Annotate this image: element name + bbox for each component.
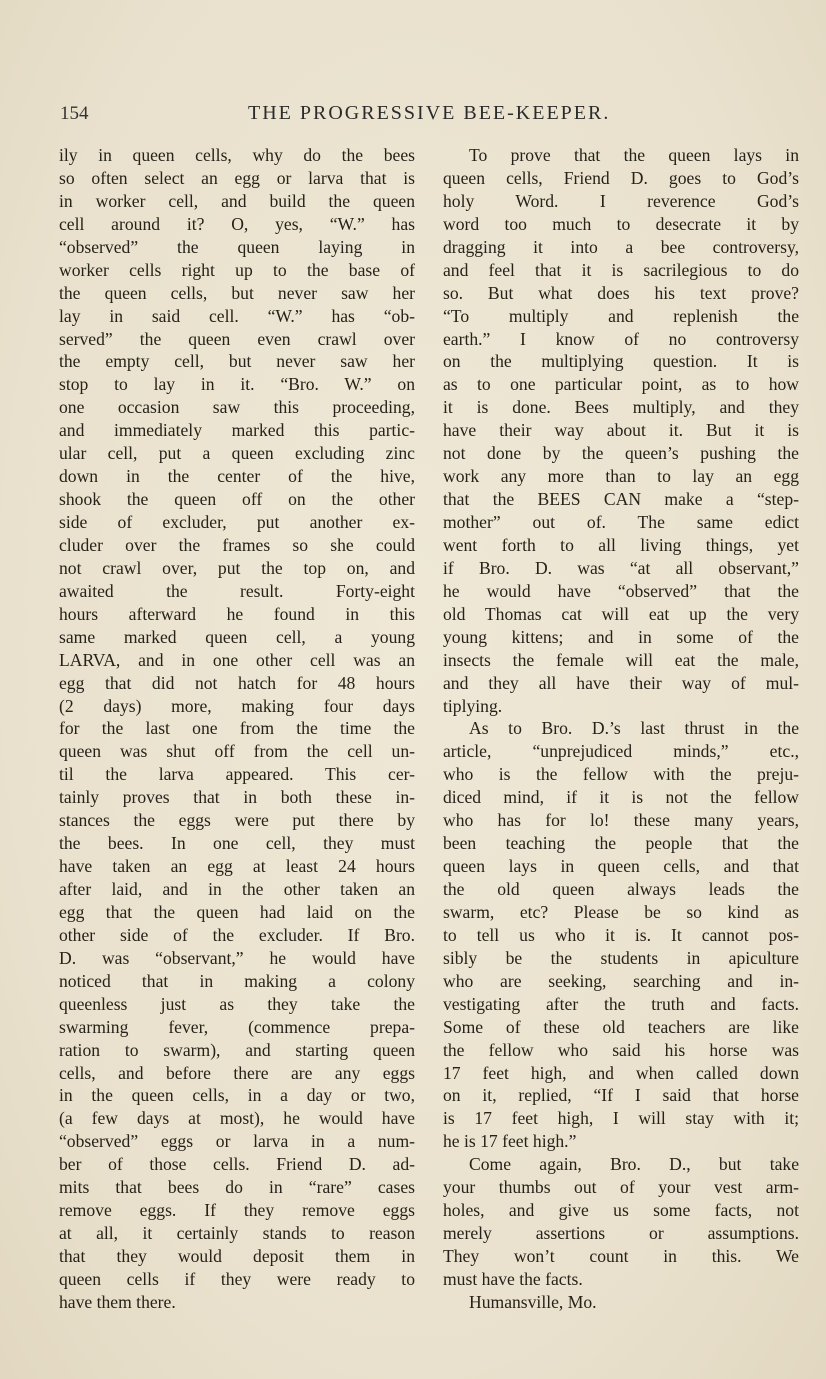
text-line: after laid, and in the other taken an [59, 879, 415, 899]
text-line: young kittens; and in some of the [443, 626, 799, 647]
right-text-column [443, 144, 799, 1314]
text-line: dragging it into a bee controversy, [443, 236, 799, 257]
text-line: As to Bro. D.’s last thrust in the [469, 718, 799, 739]
text-line: stop to lay in it. “Bro. W.” on [59, 374, 415, 395]
text-line: shook the queen off on the other [59, 489, 415, 510]
text-line: been teaching the people that the [443, 833, 799, 854]
text-line: noticed that in making a colony [59, 970, 415, 991]
text-line: sibly be the students in apiculture [443, 947, 799, 968]
text-line: who are seeking, searching and in- [443, 970, 799, 991]
text-line: and feel that it is sacrilegious to do [443, 259, 799, 280]
running-head [58, 100, 768, 130]
text-line: ily in queen cells, why do the bees [59, 145, 415, 165]
text-line: til the larva appeared. This cer- [59, 764, 415, 785]
text-line: hours afterward he found in this [59, 603, 415, 624]
text-line: remove eggs. If they remove eggs [59, 1200, 415, 1221]
text-line: Humansville, Mo. [469, 1291, 597, 1312]
text-line: queen cells, Friend D. goes to God’s [443, 167, 799, 188]
text-line: as to one particular point, as to how [443, 374, 799, 395]
text-line: “observed” eggs or larva in a num- [59, 1131, 415, 1152]
text-line: he is 17 feet high.” [443, 1131, 577, 1152]
text-line: queen was shut off from the cell un- [59, 741, 415, 762]
text-line: LARVA, and in one other cell was an [59, 649, 415, 670]
text-line: other side of the excluder. If Bro. [59, 924, 415, 945]
text-line: it is done. Bees multiply, and they [443, 397, 799, 418]
text-line: on it, replied, “If I said that horse [443, 1085, 799, 1106]
text-line: Come again, Bro. D., but take [469, 1154, 799, 1175]
text-line: that they would deposit them in [59, 1246, 415, 1266]
text-line: lay in said cell. “W.” has “ob- [59, 305, 415, 326]
text-line: ration to swarm), and starting queen [59, 1039, 415, 1060]
text-line: queenless just as they take the [59, 993, 415, 1014]
text-line: on the multiplying question. It is [443, 351, 799, 372]
text-line: ber of those cells. Friend D. ad- [59, 1154, 415, 1175]
text-line: holes, and give us some facts, not [443, 1200, 799, 1221]
text-line: egg that did not hatch for 48 hours [59, 672, 415, 693]
text-line: word too much to desecrate it by [443, 213, 799, 234]
text-line: to tell us who it is. It cannot pos- [443, 924, 799, 945]
text-line: so often select an egg or larva that is [59, 167, 415, 188]
text-line: is 17 feet high, I will stay with it; [443, 1108, 799, 1129]
text-line: down in the center of the hive, [59, 466, 415, 487]
text-line: holy Word. I reverence God’s [443, 190, 799, 211]
text-line: worker cells right up to the base of [59, 259, 415, 280]
text-line: cells, and before there are any eggs [59, 1062, 415, 1083]
text-line: went forth to all living things, yet [443, 534, 799, 555]
text-line: tainly proves that in both these in- [59, 787, 415, 808]
text-line: at all, it certainly stands to reason [59, 1223, 415, 1244]
text-line: who is the fellow with the preju- [443, 764, 799, 785]
text-line: in worker cell, and build the queen [59, 190, 415, 211]
text-line: for the last one from the time the [59, 718, 415, 739]
text-line: earth.” I know of no controversy [443, 328, 799, 349]
text-line: same marked queen cell, a young [59, 626, 415, 647]
text-line: and they all have their way of mul- [443, 672, 799, 693]
text-line: the queen cells, but never saw her [59, 282, 415, 303]
text-line: your thumbs out of your vest arm- [443, 1177, 799, 1198]
text-line: ular cell, put a queen excluding zinc [59, 443, 415, 464]
text-line: who has for lo! these many years, [443, 810, 799, 831]
text-line: have them there. [59, 1291, 176, 1312]
text-line: mother” out of. The same edict [443, 512, 799, 532]
text-line: have taken an egg at least 24 hours [59, 856, 415, 877]
text-line: and immediately marked this partic- [59, 420, 415, 441]
text-line: (a few days at most), he would have [59, 1108, 415, 1129]
text-line: have their way about it. But it is [443, 420, 799, 441]
text-line: that the BEES CAN make a “step- [443, 489, 799, 510]
text-line: one occasion saw this proceeding, [59, 397, 415, 418]
text-line: awaited the result. Forty-eight [59, 580, 415, 601]
text-line: queen cells if they were ready to [59, 1268, 415, 1289]
left-text-column [59, 144, 415, 1314]
text-line: the old queen always leads the [443, 879, 799, 899]
text-line: the fellow who said his horse was [443, 1039, 799, 1060]
text-line: not crawl over, put the top on, and [59, 557, 415, 578]
text-line: old Thomas cat will eat up the very [443, 603, 799, 624]
text-line: if Bro. D. was “at all observant,” [443, 557, 799, 578]
text-line: insects the female will eat the male, [443, 649, 799, 670]
text-line: swarming fever, (commence prepa- [59, 1016, 415, 1037]
text-line: in the queen cells, in a day or two, [59, 1085, 415, 1106]
text-line: To prove that the queen lays in [469, 145, 799, 165]
text-line: merely assertions or assumptions. [443, 1223, 799, 1244]
text-line: D. was “observant,” he would have [59, 947, 415, 968]
text-line: (2 days) more, making four days [59, 695, 415, 716]
text-line: so. But what does his text prove? [443, 282, 799, 303]
text-line: egg that the queen had laid on the [59, 901, 415, 922]
text-line: the bees. In one cell, they must [59, 833, 415, 854]
text-line: “observed” the queen laying in [59, 236, 415, 257]
text-line: cell around it? O, yes, “W.” has [59, 213, 415, 234]
text-line: vestigating after the truth and facts. [443, 993, 799, 1014]
text-line: work any more than to lay an egg [443, 466, 799, 487]
text-line: swarm, etc? Please be so kind as [443, 901, 799, 922]
text-line: cluder over the frames so she could [59, 534, 415, 555]
text-line: queen lays in queen cells, and that [443, 856, 799, 877]
text-line: diced mind, if it is not the fellow [443, 787, 799, 808]
text-line: 17 feet high, and when called down [443, 1062, 799, 1083]
text-line: mits that bees do in “rare” cases [59, 1177, 415, 1198]
text-line: “To multiply and replenish the [443, 305, 799, 326]
text-line: must have the facts. [443, 1268, 583, 1289]
journal-title: THE PROGRESSIVE BEE-KEEPER. [248, 102, 611, 124]
text-line: side of excluder, put another ex- [59, 512, 415, 532]
text-line: he would have “observed” that the [443, 580, 799, 601]
text-line: tiplying. [443, 695, 503, 716]
text-line: not done by the queen’s pushing the [443, 443, 799, 464]
page-number: 154 [60, 103, 89, 124]
text-line: served” the queen even crawl over [59, 328, 415, 349]
text-line: article, “unprejudiced minds,” etc., [443, 741, 799, 762]
text-line: Some of these old teachers are like [443, 1016, 799, 1037]
text-line: stances the eggs were put there by [59, 810, 415, 831]
text-line: the empty cell, but never saw her [59, 351, 415, 372]
text-line: They won’t count in this. We [443, 1246, 799, 1266]
